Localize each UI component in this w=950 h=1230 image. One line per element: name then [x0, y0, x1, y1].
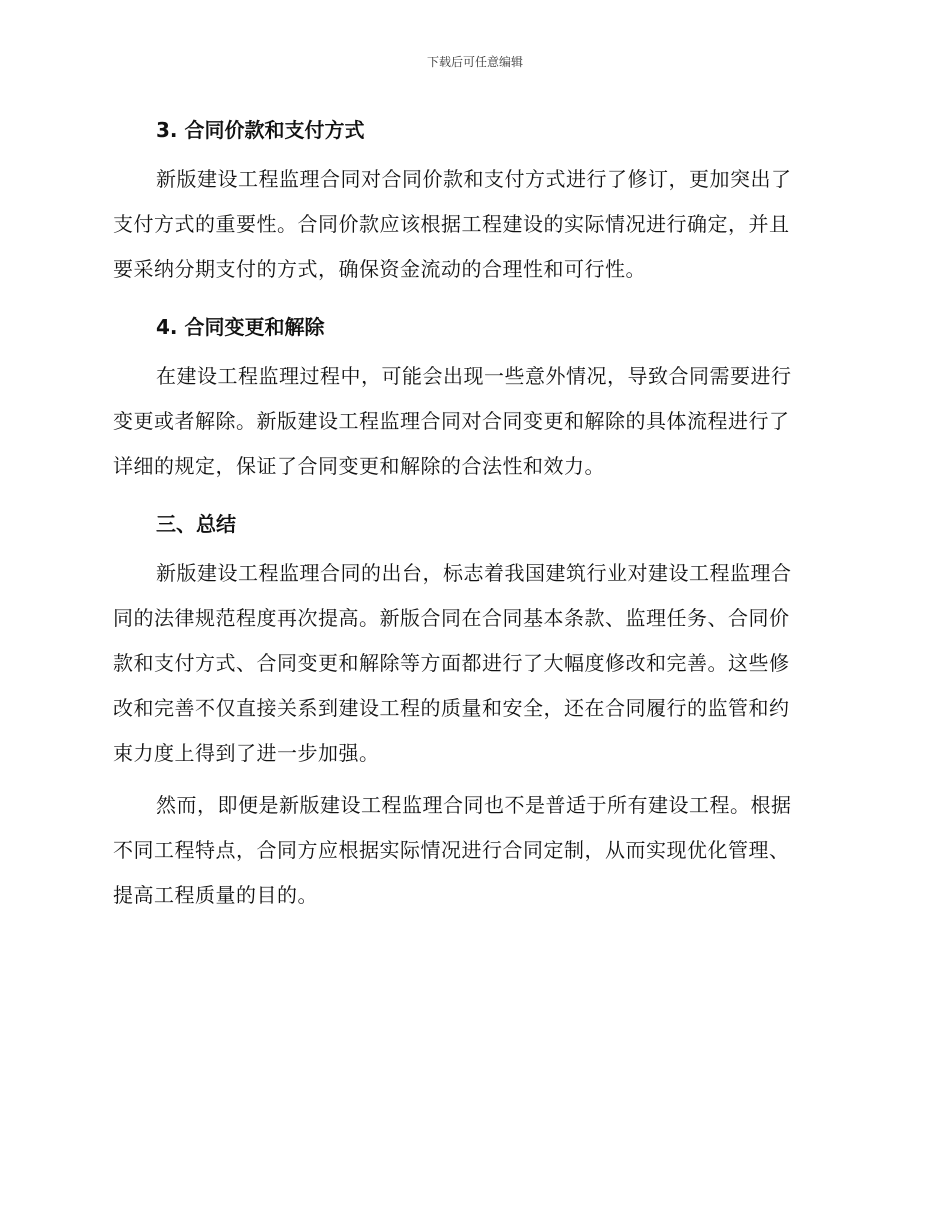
section-heading: 三、总结: [156, 512, 236, 536]
paragraph-line: 新版建设工程监理合同对合同价款和支付方式进行了修订，更加突出了: [156, 167, 792, 191]
paragraph-line: 提高工程质量的目的。: [113, 883, 318, 907]
paragraph-line: 改和完善不仅直接关系到建设工程的质量和安全，还在合同履行的监管和约: [113, 696, 790, 720]
paragraph-line: 新版建设工程监理合同的出台，标志着我国建筑行业对建设工程监理合: [156, 561, 792, 585]
section-heading: 3. 合同价款和支付方式: [156, 118, 365, 142]
paragraph-line: 详细的规定，保证了合同变更和解除的合法性和效力。: [113, 454, 605, 478]
paragraph-line: 支付方式的重要性。合同价款应该根据工程建设的实际情况进行确定，并且: [113, 212, 790, 236]
paragraph-line: 束力度上得到了进一步加强。: [113, 741, 380, 765]
document-body: [113, 110, 831, 918]
page-header: 下载后可任意编辑: [426, 55, 523, 69]
section-paragraph: [113, 354, 831, 489]
section-paragraph: [113, 551, 831, 776]
paragraph-line: 在建设工程监理过程中，可能会出现一些意外情况，导致合同需要进行: [156, 364, 792, 388]
closing-paragraph: [113, 783, 831, 918]
paragraph-line: 不同工程特点，合同方应根据实际情况进行合同定制，从而实现优化管理、: [113, 838, 790, 862]
paragraph-line: 变更或者解除。新版建设工程监理合同对合同变更和解除的具体流程进行了: [113, 409, 790, 433]
paragraph-line: 要采纳分期支付的方式，确保资金流动的合理性和可行性。: [113, 257, 646, 281]
paragraph-line: 然而，即便是新版建设工程监理合同也不是普适于所有建设工程。根据: [156, 793, 792, 817]
paragraph-line: 款和支付方式、合同变更和解除等方面都进行了大幅度修改和完善。这些修: [113, 651, 790, 675]
paragraph-line: 同的法律规范程度再次提高。新版合同在合同基本条款、监理任务、合同价: [113, 606, 790, 630]
section-paragraph: [113, 157, 831, 292]
section-heading: 4. 合同变更和解除: [156, 315, 325, 339]
